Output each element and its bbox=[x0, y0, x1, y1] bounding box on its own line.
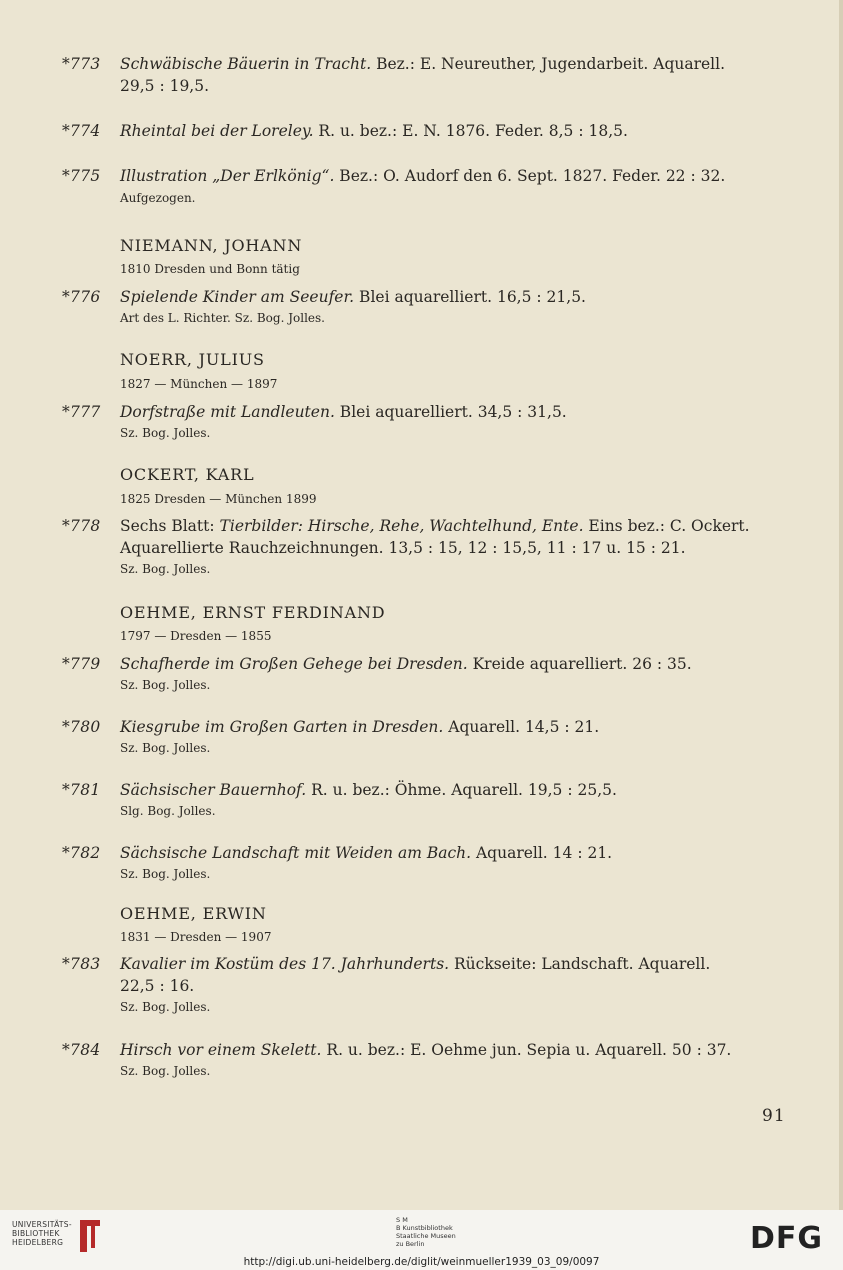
entry-details: Bez.: E. Neureuther, Jugendarbeit. Aquarell. bbox=[371, 55, 726, 73]
entry-title: Hirsch vor einem Skelett. bbox=[120, 1041, 322, 1059]
artist-life: 1810 Dresden und Bonn tätig bbox=[120, 262, 300, 276]
entry-text bbox=[120, 403, 567, 421]
entry-number: *773 bbox=[62, 55, 101, 73]
entry-title: Schafherde im Großen Gehege bei Dresden. bbox=[120, 655, 468, 673]
entry-text bbox=[120, 655, 692, 673]
artist-heading: OEHME, ERNST FERDINAND bbox=[120, 603, 386, 622]
entry-title: Spielende Kinder am Seeufer. bbox=[120, 288, 355, 306]
source-url[interactable]: http://digi.ub.uni-heidelberg.de/diglit/weinmueller1939_03_09/0097 bbox=[243, 1256, 600, 1268]
artist-heading: NIEMANN, JOHANN bbox=[120, 236, 303, 255]
entry-note: Art des L. Richter. Sz. Bog. Jolles. bbox=[120, 311, 325, 325]
entry-number: *782 bbox=[62, 844, 101, 862]
entry-details: Rückseite: Landschaft. Aquarell. bbox=[449, 955, 711, 973]
entry-note: Sz. Bog. Jolles. bbox=[120, 741, 211, 755]
entry-title: Rheintal bei der Loreley. bbox=[120, 122, 314, 140]
university-library-logo bbox=[12, 1220, 72, 1247]
artist-life: 1831 — Dresden — 1907 bbox=[120, 930, 272, 944]
entry-text bbox=[120, 844, 612, 862]
artist-heading: OEHME, ERWIN bbox=[120, 904, 267, 923]
entry-number: *783 bbox=[62, 955, 101, 973]
artist-life: 1797 — Dresden — 1855 bbox=[120, 629, 272, 643]
entry-number: *778 bbox=[62, 517, 101, 535]
entry-number: *781 bbox=[62, 781, 101, 799]
page-number: 91 bbox=[762, 1106, 786, 1126]
entry-note: Slg. Bog. Jolles. bbox=[120, 804, 216, 818]
entry-details: Aquarell. 14,5 : 21. bbox=[443, 718, 600, 736]
artist-life: 1827 — München — 1897 bbox=[120, 377, 278, 391]
artist-heading: NOERR, JULIUS bbox=[120, 350, 265, 369]
entry-details: Kreide aquarelliert. 26 : 35. bbox=[467, 655, 692, 673]
entry-title: Dorfstraße mit Landleuten. bbox=[120, 403, 335, 421]
entry-continuation: 22,5 : 16. bbox=[120, 977, 195, 995]
entry-note: Sz. Bog. Jolles. bbox=[120, 562, 211, 576]
entry-note: Sz. Bog. Jolles. bbox=[120, 1064, 211, 1078]
entry-details: Blei aquarelliert. 34,5 : 31,5. bbox=[334, 403, 567, 421]
entry-text bbox=[120, 781, 617, 799]
entry-number: *784 bbox=[62, 1041, 101, 1059]
entry-title: Illustration „Der Erlkönig“. bbox=[120, 167, 335, 185]
logo-line: UNIVERSITÄTS- bbox=[12, 1220, 72, 1229]
logo-line: HEIDELBERG bbox=[12, 1238, 64, 1247]
logo-line: BIBLIOTHEK bbox=[12, 1229, 60, 1238]
entry-note: Sz. Bog. Jolles. bbox=[120, 678, 211, 692]
entry-text bbox=[120, 718, 599, 736]
entry-title: Sächsische Landschaft mit Weiden am Bach. bbox=[120, 844, 472, 862]
kunstbibliothek-logo bbox=[396, 1216, 456, 1248]
dfg-logo: DFG bbox=[750, 1221, 824, 1256]
entry-number: *776 bbox=[62, 288, 101, 306]
artist-life: 1825 Dresden — München 1899 bbox=[120, 492, 317, 506]
lib-line: B Kunstbibliothek bbox=[396, 1224, 453, 1232]
entry-text bbox=[120, 122, 628, 140]
entry-text bbox=[120, 1041, 731, 1059]
entry-note: Aufgezogen. bbox=[120, 191, 196, 205]
lib-line: Staatliche Museen bbox=[396, 1232, 456, 1240]
entry-text bbox=[120, 517, 750, 535]
entry-note: Sz. Bog. Jolles. bbox=[120, 426, 211, 440]
entry-text bbox=[120, 55, 725, 73]
entry-title: Sächsischer Bauernhof. bbox=[120, 781, 307, 799]
entry-details: Aquarell. 14 : 21. bbox=[471, 844, 613, 862]
entry-details: Eins bez.: C. Ockert. bbox=[583, 517, 750, 535]
entry-details: Blei aquarelliert. 16,5 : 21,5. bbox=[354, 288, 586, 306]
artist-heading: OCKERT, KARL bbox=[120, 465, 255, 484]
entry-prefix: Sechs Blatt: bbox=[120, 517, 220, 535]
lib-line: S M bbox=[396, 1216, 408, 1224]
lib-line: zu Berlin bbox=[396, 1240, 425, 1248]
entry-text bbox=[120, 288, 586, 306]
entry-number: *779 bbox=[62, 655, 101, 673]
entry-number: *780 bbox=[62, 718, 101, 736]
entry-text bbox=[120, 167, 725, 185]
digitization-footer bbox=[0, 1210, 843, 1270]
entry-continuation: 29,5 : 19,5. bbox=[120, 77, 210, 95]
heidelberg-logo-icon bbox=[78, 1218, 102, 1254]
entry-number: *775 bbox=[62, 167, 101, 185]
entry-details: R. u. bez.: E. N. 1876. Feder. 8,5 : 18,5. bbox=[313, 122, 628, 140]
entry-title: Kiesgrube im Großen Garten in Dresden. bbox=[120, 718, 444, 736]
entry-text bbox=[120, 955, 710, 973]
entry-title: Kavalier im Kostüm des 17. Jahrhunderts. bbox=[120, 955, 450, 973]
entry-details: R. u. bez.: E. Oehme jun. Sepia u. Aquarell. 50 : 37. bbox=[321, 1041, 732, 1059]
entry-details: R. u. bez.: Öhme. Aquarell. 19,5 : 25,5. bbox=[306, 781, 617, 799]
entry-number: *774 bbox=[62, 122, 101, 140]
entry-note: Sz. Bog. Jolles. bbox=[120, 867, 211, 881]
entry-note: Sz. Bog. Jolles. bbox=[120, 1000, 211, 1014]
entry-details: Bez.: O. Audorf den 6. Sept. 1827. Feder. 22 : 32. bbox=[334, 167, 726, 185]
entry-continuation: Aquarellierte Rauchzeichnungen. 13,5 : 15, 12 : 15,5, 11 : 17 u. 15 : 21. bbox=[120, 539, 686, 557]
entry-title: Tierbilder: Hirsche, Rehe, Wachtelhund, Ente. bbox=[219, 517, 584, 535]
entry-title: Schwäbische Bäuerin in Tracht. bbox=[120, 55, 372, 73]
entry-number: *777 bbox=[62, 403, 101, 421]
